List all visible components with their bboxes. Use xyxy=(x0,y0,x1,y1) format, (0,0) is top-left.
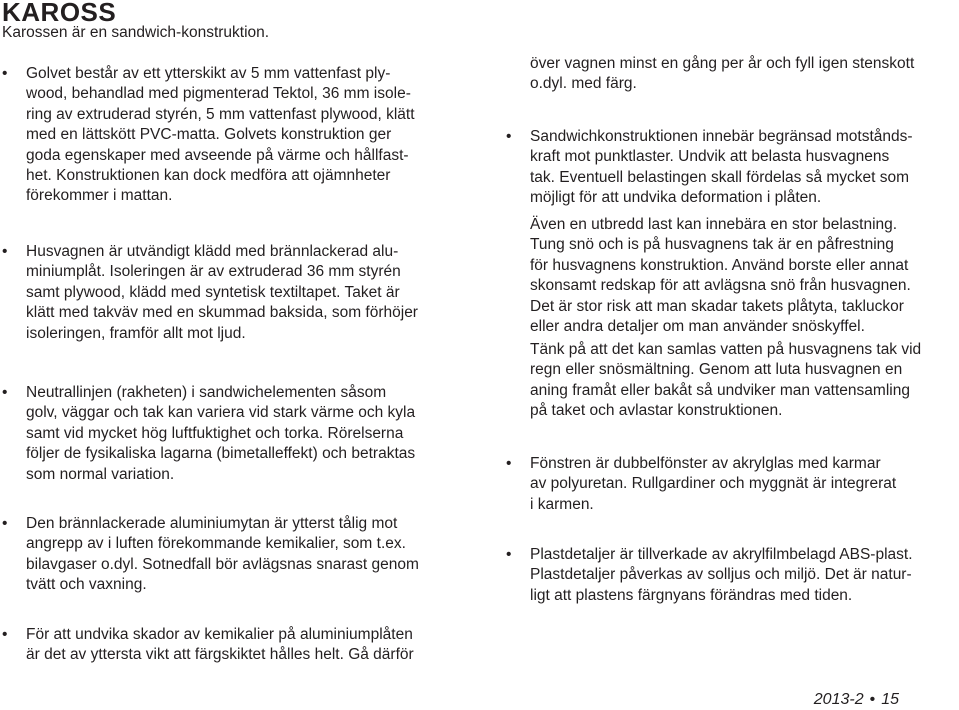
text-line: För att undvika skador av kemikalier på aluminiumplåten xyxy=(26,626,413,643)
text-line: följer de fysikaliska lagarna (bimetalleffekt) och betraktas xyxy=(26,445,416,463)
bullet-item-aluminium-surface xyxy=(2,514,456,596)
text-line: Husvagnen är utvändigt klädd med brännlackerad alu- xyxy=(26,243,399,260)
text-line: tak. Eventuell belastingen skall fördelas så mycket som xyxy=(530,168,910,186)
text-line: golv, väggar och tak kan variera vid stark värme och kyla xyxy=(26,404,416,422)
bullet-icon: • xyxy=(2,515,8,532)
bullet-icon: • xyxy=(2,384,8,401)
text-line: av polyuretan. Rullgardiner och myggnät är integrerat xyxy=(530,475,897,493)
text-line: het. Konstruktionen kan dock medföra att ojämnheter xyxy=(26,167,391,185)
text-line: är det av yttersta vikt att färgskiktet hålles helt. Gå därför xyxy=(26,646,414,664)
page-footer xyxy=(814,690,899,710)
text-line: Neutrallinjen (rakheten) i sandwichelementen såsom xyxy=(26,384,387,401)
text-line: Tung snö och is på husvagnens tak är en påfrestning xyxy=(530,236,894,254)
text-line: ligt att plastens färgnyans förändras med tiden. xyxy=(530,586,853,604)
text-line: goda egenskaper med avseende på värme och hållfast- xyxy=(26,146,409,164)
bullet-icon: • xyxy=(506,128,512,145)
bullet-item-point-loads xyxy=(506,127,959,209)
text-line: ring av extruderad styrén, 5 mm vattenfast plywood, klätt xyxy=(26,105,415,123)
text-line: Golvet består av ett ytterskikt av 5 mm vattenfast ply- xyxy=(26,65,391,82)
bullet-icon: • xyxy=(506,546,512,563)
text-line: förekommer i mattan. xyxy=(26,187,173,205)
text-line: eller andra detaljer om man använder snöskyffel. xyxy=(530,318,865,336)
page-number: 15 xyxy=(881,691,899,708)
text-line: för husvagnens konstruktion. Använd borste eller annat xyxy=(530,256,909,274)
footer-separator: • xyxy=(869,691,876,708)
bullet-icon: • xyxy=(2,243,8,260)
text-line: Tänk på att det kan samlas vatten på husvagnens tak vid xyxy=(530,341,922,358)
text-line: regn eller snösmältning. Genom att luta husvagnen en xyxy=(530,361,903,379)
text-line: bilavgaser o.dyl. Sotnedfall bör avlägsnas snarast genom xyxy=(26,555,419,573)
bullet-item-plastic-parts xyxy=(506,545,959,606)
bullet-item-windows xyxy=(506,454,959,515)
bullet-icon: • xyxy=(2,65,8,82)
text-line: Även en utbredd last kan innebära en stor belastning. xyxy=(530,216,898,233)
text-line: i karmen. xyxy=(530,495,594,513)
text-line: angrepp av i luften förekommande kemikalier, som t.ex. xyxy=(26,535,406,553)
text-line: Fönstren är dubbelfönster av akrylglas med karmar xyxy=(530,455,881,472)
text-line: klätt med takväv med en skummad baksida, som förhöjer xyxy=(26,304,418,322)
text-line: Plastdetaljer påverkas av solljus och miljö. Det är natur- xyxy=(530,566,912,584)
text-line: miniumplåt. Isoleringen är av extruderad 36 mm styrén xyxy=(26,263,401,281)
text-line: wood, behandlad med pigmenterad Tektol, 36 mm isole- xyxy=(26,85,411,103)
bullet-icon: • xyxy=(2,626,8,643)
text-line: Den brännlackerade aluminiumytan är ytterst tålig mot xyxy=(26,515,398,532)
bullet-icon: • xyxy=(506,455,512,472)
text-line: Plastdetaljer är tillverkade av akrylfilmbelagd ABS-plast. xyxy=(530,546,913,563)
text-line: samt vid mycket hög luftfuktighet och torka. Rörelserna xyxy=(26,424,404,442)
bullet-item-neutral-line xyxy=(2,383,456,485)
section-title: KAROSS xyxy=(2,0,117,27)
text-line: möjligt för att undvika deformation i plåten. xyxy=(530,189,822,207)
paragraph-water-accumulation xyxy=(530,340,959,422)
paragraph-snow-load xyxy=(530,215,959,337)
text-line: isoleringen, framför allt mot ljud. xyxy=(26,324,246,342)
text-line: på taket och avlastar konstruktionen. xyxy=(530,402,783,420)
section-subtitle: Karossen är en sandwich-konstruktion. xyxy=(2,24,270,41)
text-line: kraft mot punktlaster. Undvik att belasta husvagnens xyxy=(530,148,890,166)
text-line: över vagnen minst en gång per år och fyll igen stenskott xyxy=(530,55,915,72)
text-line: skonsamt redskap för att avlägsna snö från husvagnen. xyxy=(530,277,911,295)
bullet-item-exterior xyxy=(2,242,456,344)
text-line: Det är stor risk att man skadar takets plåtyta, takluckor xyxy=(530,297,904,315)
text-line: Sandwichkonstruktionen innebär begränsad motstånds- xyxy=(530,128,913,145)
text-line: o.dyl. med färg. xyxy=(530,75,637,93)
continuation-paragraph xyxy=(530,54,959,95)
text-line: aning framåt eller bakåt så undviker man vattensamling xyxy=(530,381,910,399)
text-line: samt plywood, klädd med syntetisk textiltapet. Taket är xyxy=(26,283,400,301)
text-line: tvätt och vaxning. xyxy=(26,576,147,594)
bullet-item-floor xyxy=(2,64,456,207)
text-line: som normal variation. xyxy=(26,465,175,483)
bullet-item-chemical-damage xyxy=(2,625,456,666)
text-line: med en lättskött PVC-matta. Golvets konstruktion ger xyxy=(26,126,392,144)
edition-label: 2013-2 xyxy=(813,691,864,708)
